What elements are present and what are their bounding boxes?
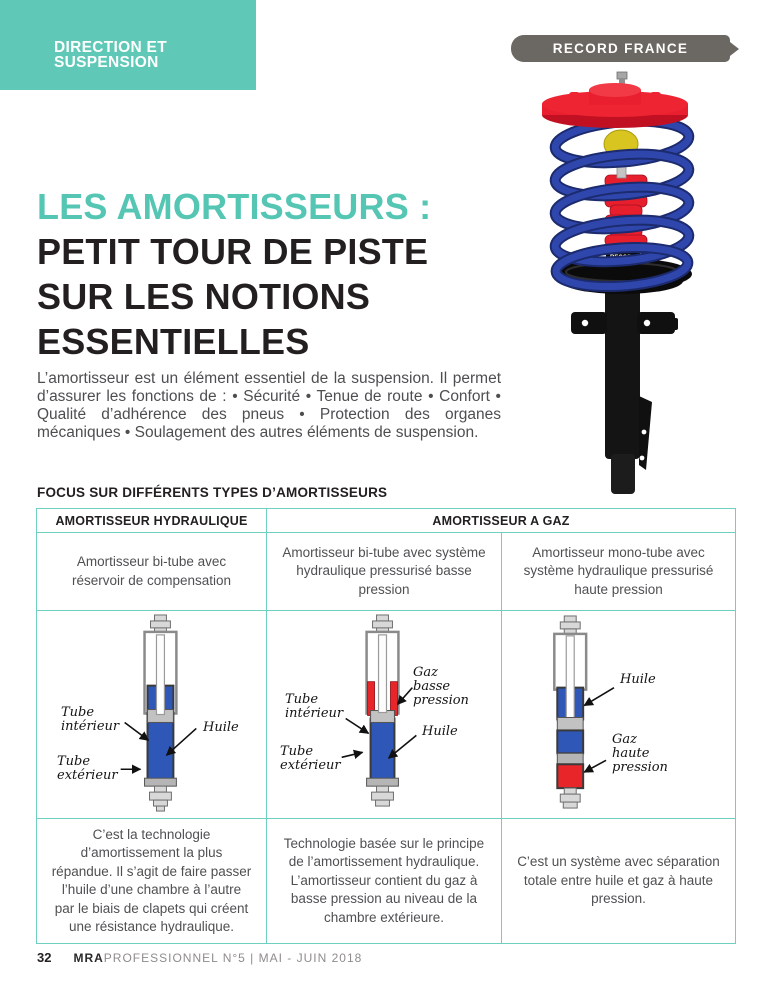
magazine-issue: PROFESSIONNEL N°5 | MAI - JUIN 2018 bbox=[103, 951, 363, 965]
description-bitube-gas: Technologie basée sur le principe de l’amortissement hydraulique. L’amortisseur contient du gaz à basse pression au niveau de la chambre extérieure. bbox=[267, 819, 502, 943]
page-title bbox=[37, 184, 527, 364]
subtitle-bitube-gas: Amortisseur bi-tube avec système hydraulique pressurisé basse pression bbox=[267, 533, 502, 611]
label-gaz-haute-pression: Gaz haute pression bbox=[612, 732, 668, 775]
label-tube-exterieur: Tube extérieur bbox=[57, 754, 118, 783]
strut-record-label: RECORD bbox=[609, 255, 637, 261]
label-tube-interieur: Tube intérieur bbox=[285, 692, 344, 721]
description-bitube-hydraulic: C’est la technologie d’amortissement la plus répandue. Il s’agit de faire passer l’huile d’une chambre à l’autre par le biais de clapets qui créent une résistance hydraulique. bbox=[37, 819, 267, 943]
title-line4: ESSENTIELLES bbox=[37, 321, 310, 362]
label-huile: Huile bbox=[422, 724, 458, 739]
page-number: 32 bbox=[37, 950, 52, 965]
title-accent-line: LES AMORTISSEURS : bbox=[37, 186, 432, 227]
page-footer bbox=[37, 950, 362, 965]
top-mount bbox=[542, 83, 688, 128]
label-tube-exterieur: Tube extérieur bbox=[280, 744, 341, 773]
label-huile: Huile bbox=[203, 720, 239, 735]
title-line3: SUR LES NOTIONS bbox=[37, 276, 371, 317]
section-badge-line1: DIRECTION ET bbox=[54, 39, 167, 56]
label-gaz-basse-pression: Gaz basse pression bbox=[413, 665, 469, 708]
focus-heading: FOCUS SUR DIFFÉRENTS TYPES D’AMORTISSEURS bbox=[37, 485, 388, 500]
ribbon-tip-icon bbox=[730, 42, 739, 56]
label-tube-interieur: Tube intérieur bbox=[61, 705, 120, 734]
subtitle-monotube-gas: Amortisseur mono-tube avec système hydraulique pressurisé haute pression bbox=[502, 533, 735, 611]
subtitle-bitube-hydraulic: Amortisseur bi-tube avec réservoir de compensation bbox=[37, 533, 267, 611]
brand-badge bbox=[511, 35, 730, 62]
intro-paragraph: L’amortisseur est un élément essentiel de la suspension. Il permet d’assurer les fonctions de : • Sécurité • Tenue de route • Confort • Qualité d’adhérence des pneus • Protection des organes mécaniques • Soulagement des autres éléments de suspension. bbox=[37, 370, 501, 441]
strut-tube bbox=[605, 281, 640, 459]
description-monotube-gas: C’est un système avec séparation totale entre huile et gaz à haute pression. bbox=[517, 854, 720, 907]
table-header-hydraulic: AMORTISSEUR HYDRAULIQUE bbox=[37, 509, 267, 533]
diagram-bitube-gas bbox=[267, 611, 502, 819]
brand-badge-label: RECORD FRANCE bbox=[552, 41, 689, 56]
diagram-bitube-hydraulic bbox=[37, 611, 267, 819]
diagram-monotube-gas bbox=[502, 611, 735, 819]
strut-product-image bbox=[525, 66, 745, 506]
section-badge-line2: SUSPENSION bbox=[54, 54, 159, 71]
title-line2: PETIT TOUR DE PISTE bbox=[37, 231, 429, 272]
shock-types-table bbox=[36, 508, 736, 944]
magazine-credit bbox=[73, 951, 362, 965]
table-header-gas: AMORTISSEUR A GAZ bbox=[267, 509, 735, 533]
label-huile: Huile bbox=[620, 672, 656, 687]
magazine-brand: MRA bbox=[73, 951, 104, 965]
monotube-gas-schematic bbox=[502, 611, 735, 818]
section-badge bbox=[0, 0, 256, 90]
